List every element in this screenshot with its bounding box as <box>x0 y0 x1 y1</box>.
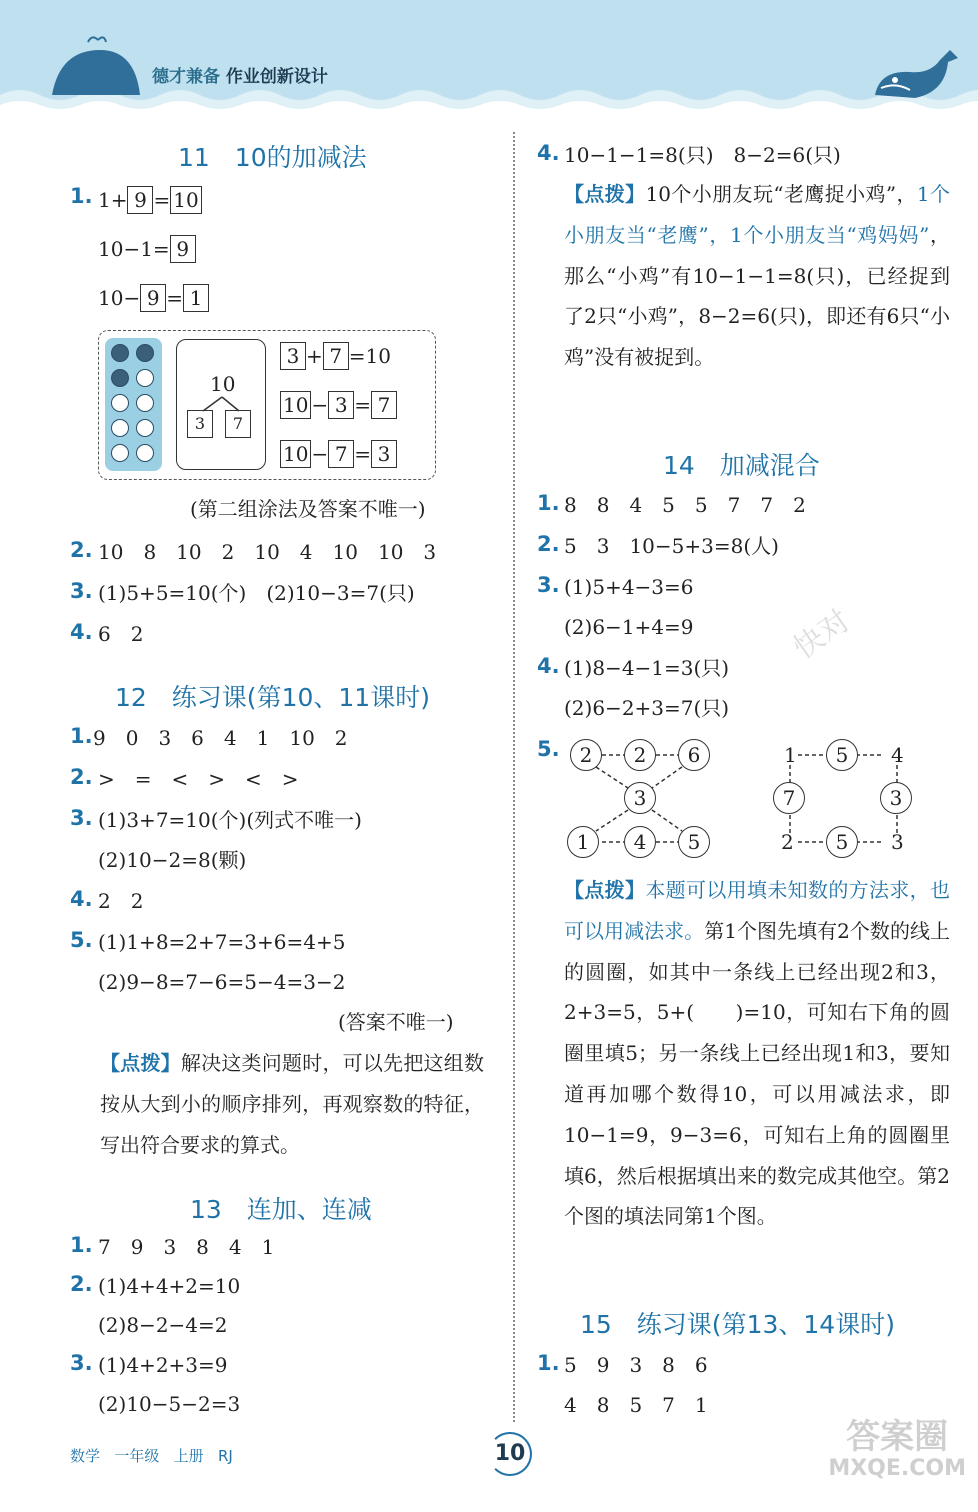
stamp-watermark: 快对 <box>787 603 857 667</box>
q1-number: 1. <box>537 491 560 515</box>
circle-node: 3 <box>880 782 912 814</box>
corner-number: 3 <box>891 830 904 854</box>
op: + <box>306 344 323 368</box>
op: − <box>311 442 329 466</box>
circle-node: 3 <box>624 782 656 814</box>
sec12-tip <box>100 1043 484 1165</box>
footer-info <box>70 1445 233 1466</box>
eq: = <box>354 442 371 466</box>
footer-grade: 一年级 <box>114 1447 160 1465</box>
answer-box: 7 <box>328 440 354 468</box>
section-11-title: 11 10的加减法 <box>178 143 367 172</box>
column-divider <box>513 132 515 1422</box>
empty-bead-icon <box>111 394 129 412</box>
q1-answer: 8 8 4 5 5 7 7 2 <box>564 493 806 517</box>
footer-term: 上册 <box>173 1447 204 1465</box>
q3-answer: (1)5+5=10(个) (2)10−3=7(只) <box>98 581 415 605</box>
circle-node: 2 <box>624 739 656 771</box>
q3-number: 3. <box>70 806 93 830</box>
eq: = <box>354 393 371 417</box>
q3-answer-1: (1)5+4−3=6 <box>564 575 694 599</box>
section-13-title: 13 连加、连减 <box>190 1195 372 1224</box>
tip-tag: 【点拨】 <box>564 878 646 902</box>
equation-row-3 <box>280 440 397 468</box>
answer-box: 10 <box>170 186 201 214</box>
q1-number: 1. <box>70 724 93 748</box>
header-brand: 德才兼备 <box>152 67 220 87</box>
q1-number: 1. <box>70 184 93 208</box>
q1-row3 <box>98 284 209 312</box>
circle-node: 5 <box>678 826 710 858</box>
watermark-line2: MXQE.COM <box>828 1456 966 1481</box>
equation-row-2 <box>280 391 397 419</box>
empty-bead-icon <box>111 444 129 462</box>
answer-box: 3 <box>328 391 354 419</box>
q5-tip <box>564 870 950 1237</box>
answer-box: 3 <box>280 342 306 370</box>
q1-r1-text: 1+ <box>98 188 128 212</box>
tip-tag: 【点拨】 <box>100 1051 181 1075</box>
empty-bead-icon <box>111 419 129 437</box>
q5-answer-2: (2)9−8=7−6=5−4=3−2 <box>98 970 346 994</box>
answer-box: 1 <box>183 284 209 312</box>
q2-number: 2. <box>70 1272 93 1296</box>
q5-number: 5. <box>70 928 93 952</box>
circle-node: 5 <box>826 826 858 858</box>
page-header <box>0 0 978 120</box>
q4-answer-2: (2)6−2+3=7(只) <box>564 696 730 720</box>
empty-bead-icon <box>136 444 154 462</box>
q4-answer: 6 2 <box>98 622 144 646</box>
answer-box: 3 <box>371 440 397 468</box>
q2-number: 2. <box>537 532 560 556</box>
q3-answer-2: (2)10−2=8(颗) <box>98 848 247 872</box>
q3-answer-1: (1)4+2+3=9 <box>98 1353 228 1377</box>
filled-bead-icon <box>136 344 154 362</box>
q2-number: 2. <box>70 765 93 789</box>
tip-text-c: ，那么“小鸡”有10−1−1=8(只)，已经捉到了2只“小鸡”，8−2=6(只)，即还有6只“小鸡”没有被捉到。 <box>564 222 951 370</box>
circle-node: 6 <box>678 739 710 771</box>
q1-r3-text: 10− <box>98 286 141 310</box>
q4-tip <box>564 174 950 378</box>
circle-node: 5 <box>826 739 858 771</box>
q4-number: 4. <box>70 620 93 644</box>
q2-number: 2. <box>70 538 93 562</box>
tip-text-b: 第1个图先填有2个数的线上的圆圈，如其中一条线上已经出现2和3，2+3=5，5+( )=10，可知右下角的圆圈里填5；另一条线上已经出现1和3，要知道再加哪个数得10，可以用减法求，即10−1=9，9−3=6，可知右上角的圆圈里填6，然后根据填出来的数完成其他空。第2个图的填法同第1个图。 <box>564 918 950 1229</box>
split-left-box: 3 <box>187 410 213 438</box>
filled-bead-icon <box>111 344 129 362</box>
corner-number: 2 <box>781 830 794 854</box>
q4-number: 4. <box>537 654 560 678</box>
q1-number: 1. <box>70 1233 93 1257</box>
corner-number: 1 <box>784 743 797 767</box>
tip-text-a: 10个小朋友玩“老鹰捉小鸡”， <box>645 182 917 206</box>
q3-number: 3. <box>537 573 560 597</box>
q3-number: 3. <box>70 1351 93 1375</box>
footer-subject: 数学 <box>70 1447 101 1465</box>
answer-box: 10 <box>280 391 311 419</box>
filled-bead-icon <box>111 369 129 387</box>
q1-number: 1. <box>537 1351 560 1375</box>
circle-node: 4 <box>624 826 656 858</box>
answer-box: 7 <box>371 391 397 419</box>
q3-answer-1: (1)3+7=10(个)(列式不唯一) <box>98 808 362 832</box>
answer-box: 9 <box>140 284 166 312</box>
q1-answer-2: 4 8 5 7 1 <box>564 1393 708 1417</box>
q2-answer: 5 3 10−5+3=8(人) <box>564 534 779 558</box>
section-14-title: 14 加减混合 <box>663 451 820 480</box>
equation-row-1 <box>280 342 391 370</box>
q2-answer-2: (2)8−2−4=2 <box>98 1313 228 1337</box>
circle-node: 1 <box>567 826 599 858</box>
split-right-box: 7 <box>225 410 251 438</box>
q4-answer-1: (1)8−4−1=3(只) <box>564 656 730 680</box>
bead-counter <box>105 338 162 471</box>
answer-box: 9 <box>170 235 196 263</box>
q4-answer: 2 2 <box>98 889 144 913</box>
section-12-title: 12 练习课(第10、11课时) <box>115 683 430 712</box>
q3-answer-2: (2)10−5−2=3 <box>98 1392 241 1416</box>
q1-answer-1: 5 9 3 8 6 <box>564 1353 708 1377</box>
op: − <box>311 393 329 417</box>
circle-node: 7 <box>773 782 805 814</box>
q1-answer: 9 0 3 6 4 1 10 2 <box>93 726 348 750</box>
empty-bead-icon <box>136 394 154 412</box>
empty-bead-icon <box>136 419 154 437</box>
tip-tag: 【点拨】 <box>564 182 646 206</box>
watermark-line1: 答案圈 <box>846 1417 949 1457</box>
q5-answer-1: (1)1+8=2+7=3+6=4+5 <box>98 930 346 954</box>
empty-bead-icon <box>136 369 154 387</box>
q4-number: 4. <box>70 887 93 911</box>
q1-answer: 7 9 3 8 4 1 <box>98 1235 275 1259</box>
sec11-note: (第二组涂法及答案不唯一) <box>190 497 426 521</box>
q5-number: 5. <box>537 737 560 761</box>
tip-text: 解决这类问题时，可以先把这组数按从大到小的顺序排列，再观察数的特征，写出符合要求的算式。 <box>100 1051 485 1157</box>
q2-answer: 10 8 10 2 10 4 10 10 3 <box>98 540 437 564</box>
q4-number: 4. <box>537 141 560 165</box>
q4-answer: 10−1−1=8(只) 8−2=6(只) <box>564 143 841 167</box>
tip-text-b: 1个小朋友当“老鹰”，1个小朋友当“鸡妈妈” <box>564 182 951 247</box>
q3-number: 3. <box>70 579 93 603</box>
watermark-logo <box>828 1417 966 1481</box>
number-split-card <box>176 339 266 470</box>
q1-row1 <box>98 186 202 214</box>
eq: =10 <box>348 344 391 368</box>
q1-r3-eq: = <box>166 286 183 310</box>
section-15-title: 15 练习课(第13、14课时) <box>580 1310 895 1339</box>
tip-text-a: 本题可以用填未知数的方法求，也可以用减法求。 <box>564 878 951 943</box>
q1-row2 <box>98 235 196 263</box>
wave-banner-icon <box>0 0 978 120</box>
answer-box: 10 <box>280 440 311 468</box>
q2-answer-1: (1)4+4+2=10 <box>98 1274 241 1298</box>
header-title <box>152 62 328 87</box>
q1-r1-eq: = <box>153 188 171 212</box>
header-series: 作业创新设计 <box>225 67 328 87</box>
page-number: 10 <box>488 1432 532 1476</box>
q2-answer: > = < > < > <box>98 767 299 791</box>
q1-r2-text: 10−1= <box>98 237 170 261</box>
q3-answer-2: (2)6−1+4=9 <box>564 615 694 639</box>
answer-box: 7 <box>323 342 349 370</box>
footer-edition: RJ <box>217 1447 233 1465</box>
circle-node: 2 <box>570 739 602 771</box>
corner-number: 4 <box>891 743 904 767</box>
split-top: 10 <box>210 372 236 396</box>
answer-box: 9 <box>127 186 153 214</box>
q5-note: (答案不唯一) <box>338 1010 454 1034</box>
